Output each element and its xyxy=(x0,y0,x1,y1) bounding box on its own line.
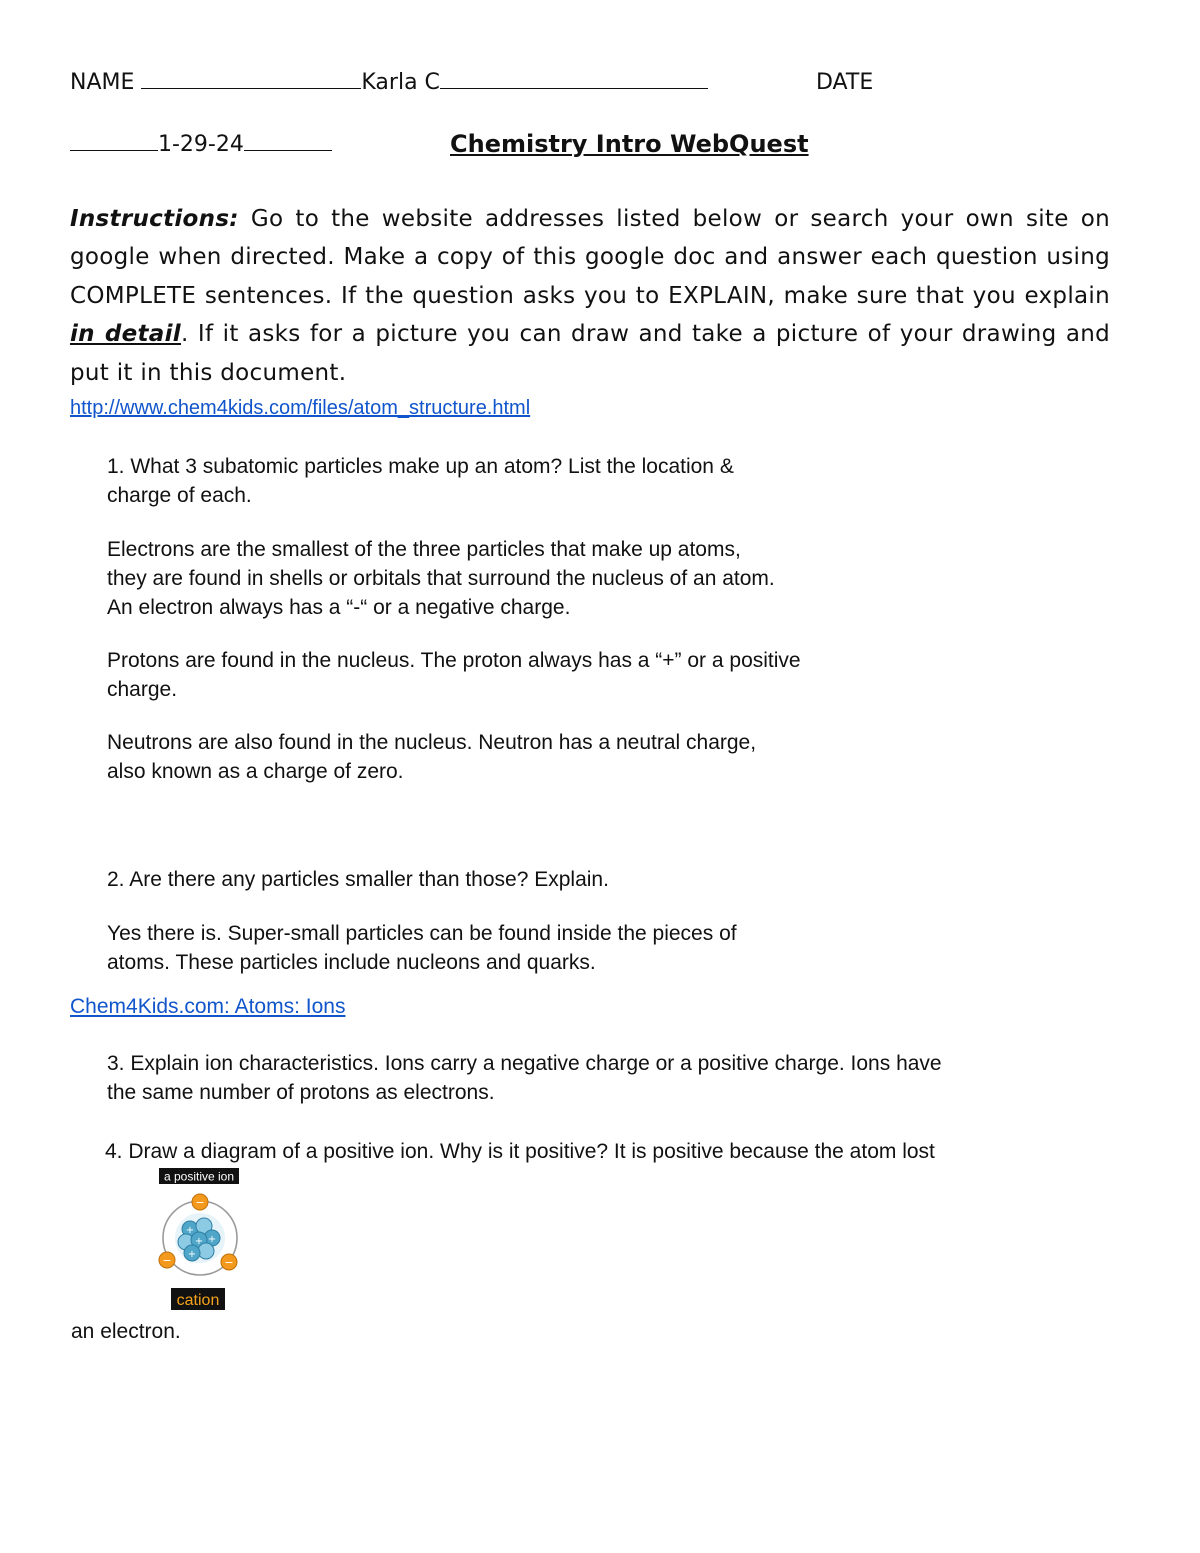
question-4-line-2: an electron. xyxy=(71,1320,181,1343)
name-blank-left xyxy=(141,87,361,89)
question-3-line-2: the same number of protons as electrons. xyxy=(107,1081,495,1104)
date-row xyxy=(70,132,332,157)
question-2: 2. Are there any particles smaller than those? Explain. xyxy=(107,868,609,891)
question-3-line-1: 3. Explain ion characteristics. Ions carry a negative charge or a positive charge. Ions have xyxy=(107,1052,942,1075)
answer-1-electrons-line-2: they are found in shells or orbitals that surround the nucleus of an atom. xyxy=(107,567,775,590)
answer-1-electrons-line-1: Electrons are the smallest of the three particles that make up atoms, xyxy=(107,538,741,561)
answer-1-neutrons xyxy=(107,728,756,786)
question-1-line-1: 1. What 3 subatomic particles make up an atom? List the location & xyxy=(107,455,734,478)
instructions-paragraph xyxy=(70,200,1110,392)
answer-1-electrons-line-3: An electron always has a “-“ or a negative charge. xyxy=(107,596,571,619)
name-label: NAME xyxy=(70,70,135,95)
question-1 xyxy=(107,452,734,510)
answer-1-neutrons-line-2: also known as a charge of zero. xyxy=(107,760,404,783)
question-1-line-2: charge of each. xyxy=(107,484,252,507)
proton-sign-4: + xyxy=(187,1249,197,1260)
answer-1-neutrons-line-1: Neutrons are also found in the nucleus. Neutron has a neutral charge, xyxy=(107,731,757,754)
answer-2-line-2: atoms. These particles include nucleons and quarks. xyxy=(107,951,596,974)
name-row xyxy=(70,70,708,95)
answer-1-protons xyxy=(107,646,801,704)
chem4kids-ions-link[interactable]: Chem4Kids.com: Atoms: Ions xyxy=(70,995,346,1018)
proton-sign-3: + xyxy=(194,1236,204,1247)
question-4-line-1: 4. Draw a diagram of a positive ion. Why is it positive? It is positive because the atom lost xyxy=(105,1140,935,1163)
chem4kids-atom-structure-link[interactable]: http://www.chem4kids.com/files/atom_structure.html xyxy=(70,397,531,419)
top-label: a positive ion xyxy=(163,1169,235,1184)
answer-2 xyxy=(107,919,737,977)
electron-sign-3: − xyxy=(224,1256,234,1269)
bottom-label: cation xyxy=(176,1292,220,1309)
positive-ion-diagram xyxy=(108,1168,290,1313)
instructions-text-1: Go to the website addresses listed below or search your own site on google when directed. Make a copy of this google doc and answer each question using COMPLETE sentences. If the question asks you to EXPLAIN, make sure that you explain xyxy=(70,206,1110,309)
instructions-text-2: . If it asks for a picture you can draw and take a picture of your drawing and put it in this document. xyxy=(70,321,1110,386)
date-label: DATE xyxy=(816,70,874,95)
instructions-emphasis: in detail xyxy=(70,321,181,348)
name-blank-right xyxy=(440,87,708,89)
date-value: 1-29-24 xyxy=(158,132,244,157)
answer-1-electrons xyxy=(107,535,775,622)
question-3 xyxy=(107,1049,942,1107)
electron-sign-2: − xyxy=(162,1254,172,1267)
answer-2-line-1: Yes there is. Super-small particles can be found inside the pieces of xyxy=(107,922,737,945)
answer-1-protons-line-2: charge. xyxy=(107,678,178,701)
date-blank-left xyxy=(70,149,158,151)
instructions-label: Instructions: xyxy=(70,206,239,232)
page-title: Chemistry Intro WebQuest xyxy=(450,130,809,158)
proton-sign-2: + xyxy=(207,1234,217,1245)
answer-1-protons-line-1: Protons are found in the nucleus. The proton always has a “+” or a positive xyxy=(107,649,801,672)
date-blank-right xyxy=(244,149,332,151)
proton-sign-1: + xyxy=(185,1225,195,1236)
electron-sign-1: − xyxy=(195,1196,205,1209)
name-value: Karla C xyxy=(361,70,440,95)
